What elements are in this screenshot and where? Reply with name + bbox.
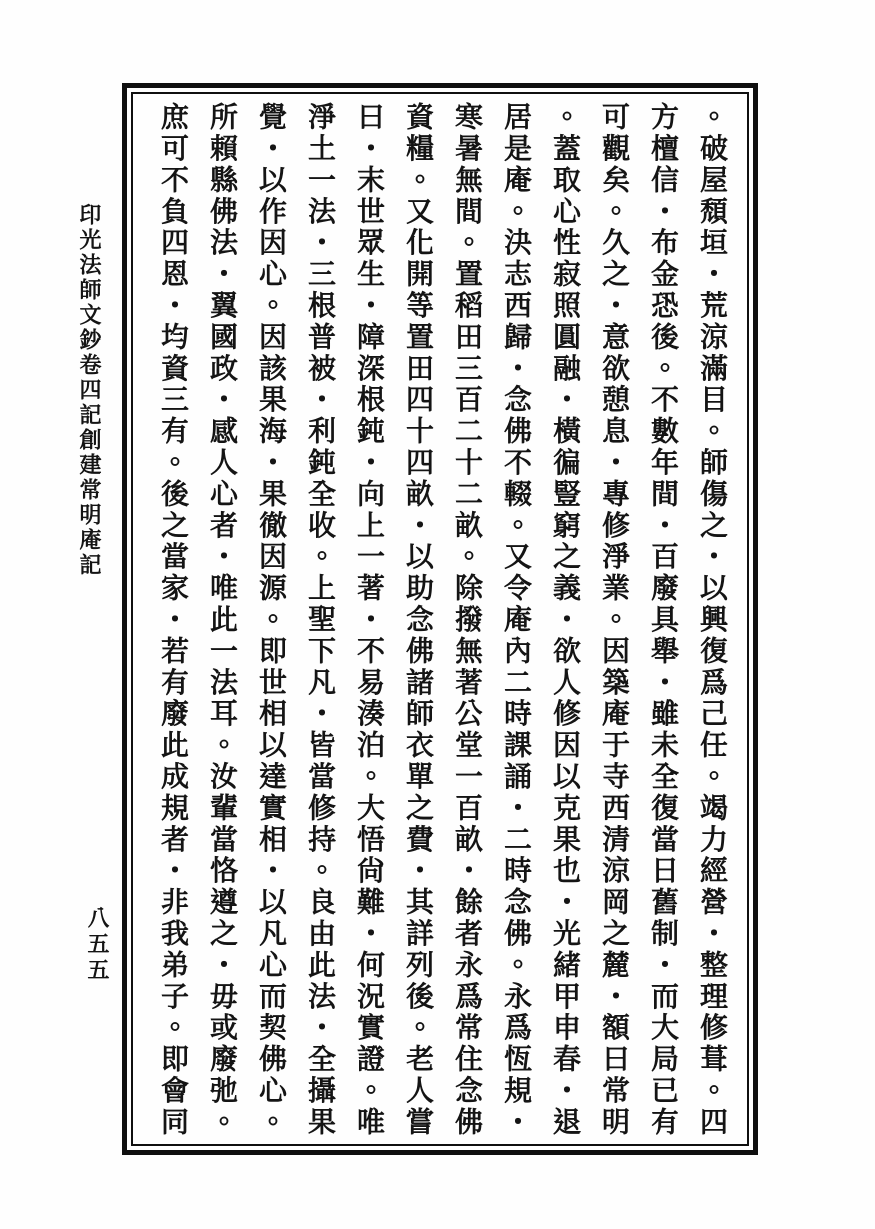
text-frame-outer-border bbox=[122, 83, 758, 1155]
section-label: 記 bbox=[76, 403, 102, 428]
text-column-8: 曰・末世眾生・障深根鈍・向上一著・不易湊泊。大悟尙難・何況實證。唯 bbox=[353, 102, 386, 1139]
text-column-9: 淨土一法・三根普被・利鈍全收。上聖下凡・皆當修持。良由此法・全攝果 bbox=[304, 102, 337, 1139]
page-number: 八五五 bbox=[84, 906, 110, 984]
text-column-10: 覺・以作因心。因該果海・果徹因源。即世相以達實相・以凡心而契佛心。 bbox=[255, 102, 288, 1139]
text-column-12: 庶可不負四恩・均資三有。後之當家・若有廢此成規者・非我弟子。即會同 bbox=[157, 102, 190, 1139]
margin-running-title bbox=[74, 203, 104, 578]
text-column-7: 資糧。又化開等置田四十四畝・以助念佛諸師衣單之費・其詳列後。老人嘗 bbox=[402, 102, 435, 1139]
text-column-2: 方檀信・布金恐後。不數年間・百廢具舉・雖未全復當日舊制・而大局已有 bbox=[647, 102, 680, 1139]
article-title: 創建常明庵記 bbox=[76, 428, 102, 578]
text-column-3: 可觀矣。久之・意欲憩息・專修淨業。因築庵于寺西清涼岡之麓・額曰常明 bbox=[598, 102, 631, 1139]
main-text-block bbox=[133, 94, 747, 1144]
text-column-11: 所賴縣佛法・翼國政・感人心者・唯此一法耳。汝輩當恪遵之・毋或廢弛。 bbox=[206, 102, 239, 1139]
text-column-5: 居是庵。決志西歸・念佛不輟。又令庵內二時課誦・二時念佛。永爲恆規・ bbox=[500, 102, 533, 1139]
text-frame-inner-border bbox=[131, 92, 749, 1146]
text-column-4: 。蓋取心性寂照圓融・橫徧豎窮之義・欲人修因以克果也・光緒甲申春・退 bbox=[549, 102, 582, 1139]
volume-title: 印光法師文鈔卷四 bbox=[76, 203, 102, 403]
text-column-6: 寒暑無間。置稻田三百二十二畝。除撥無著公堂一百畝・餘者永爲常住念佛 bbox=[451, 102, 484, 1139]
text-column-1: 。破屋頹垣・荒涼滿目。師傷之・以興復爲己任。竭力經營・整理修葺。四 bbox=[696, 102, 729, 1139]
